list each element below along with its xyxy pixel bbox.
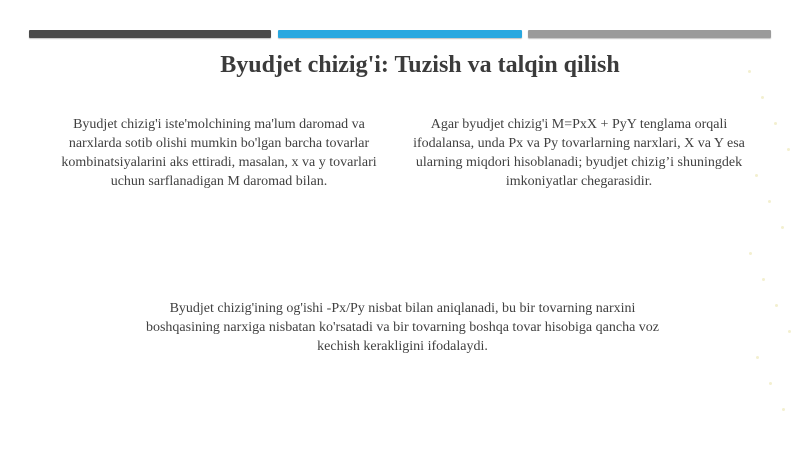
- paragraph-budget-line-definition: Byudjet chizig'i iste'molchining ma'lum daromad va narxlarda sotib olishi mumkin bo'lgan barcha tovarlar kombinatsiyalarini aks ettiradi, masalan, x va y tovarlari uchun sarflanadigan M daromad bilan.: [61, 117, 377, 189]
- decorative-dot: [769, 382, 772, 385]
- decorative-dot: [762, 278, 765, 281]
- decorative-dot: [775, 304, 778, 307]
- top-accent-bars: [29, 30, 771, 38]
- accent-bar-blue: [278, 30, 522, 38]
- decorative-dot-pattern: [740, 50, 800, 430]
- decorative-dot: [761, 96, 764, 99]
- decorative-dot: [749, 252, 752, 255]
- decorative-dot: [787, 148, 790, 151]
- decorative-dot: [781, 226, 784, 229]
- slide-title: Byudjet chizig'i: Tuzish va talqin qilish: [220, 52, 620, 78]
- decorative-dot: [774, 122, 777, 125]
- decorative-dot: [782, 408, 785, 411]
- decorative-dot: [756, 356, 759, 359]
- decorative-dot: [755, 174, 758, 177]
- accent-bar-dark: [29, 30, 271, 38]
- decorative-dot: [768, 200, 771, 203]
- decorative-dot: [788, 330, 791, 333]
- paragraph-budget-equation: Agar byudjet chizig'i M=PxX + PyY tenglama orqali ifodalansa, unda Px va Py tovarlarning narxlari, X va Y esa ularning miqdori hisoblanadi; byudjet chizig’i shuningdek imkoniyatlar chegarasidir.: [413, 117, 745, 189]
- decorative-dot: [748, 70, 751, 73]
- accent-bar-gray: [528, 30, 771, 38]
- paragraph-budget-slope: Byudjet chizig'ining og'ishi -Px/Py nisbat bilan aniqlanadi, bu bir tovarning narxini boshqasining narxiga nisbatan ko'rsatadi va bir tovarning boshqa tovar hisobiga qancha voz kechish kerakligini ifodalaydi.: [145, 301, 659, 354]
